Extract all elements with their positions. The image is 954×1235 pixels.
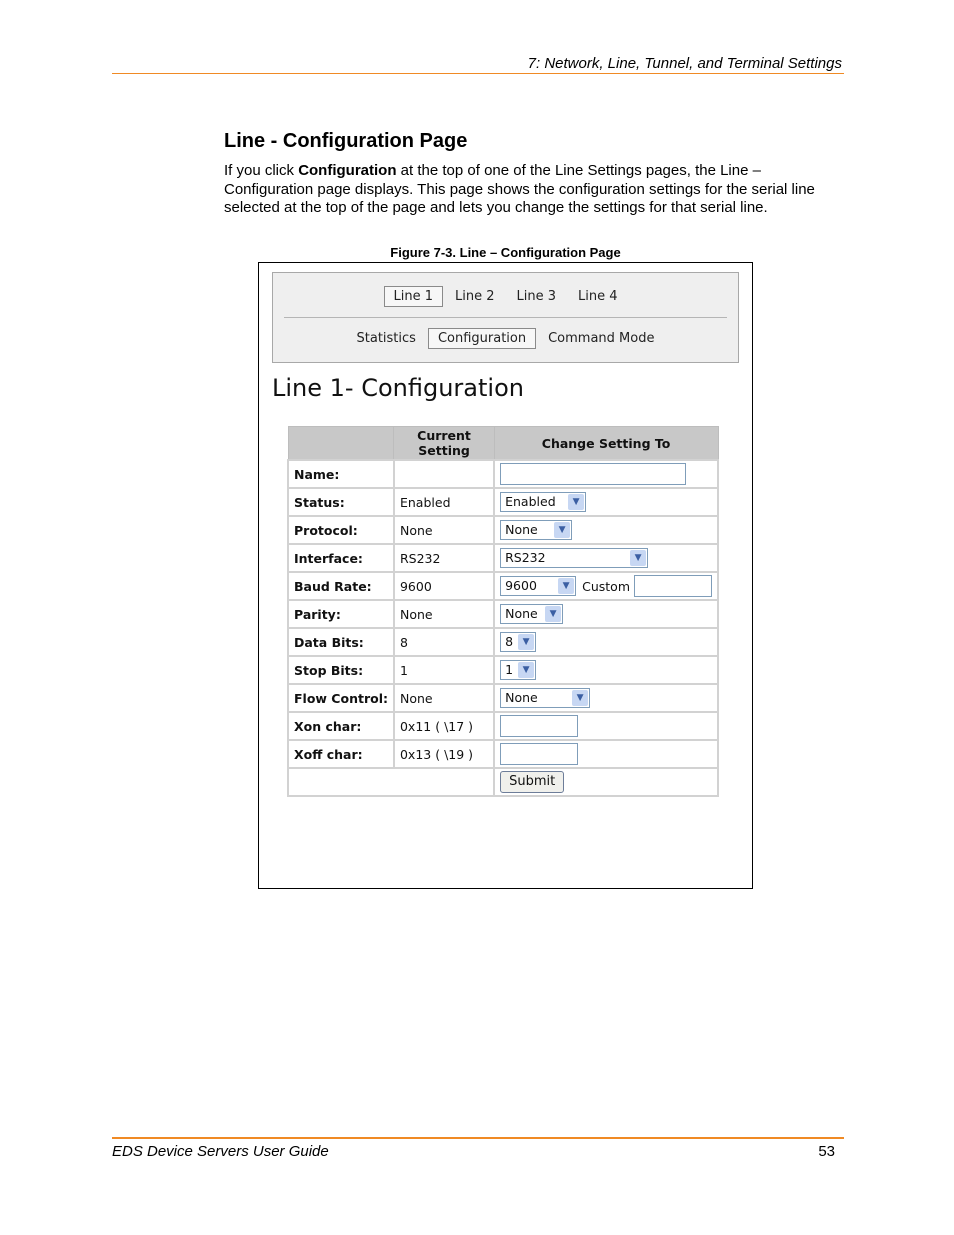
para-bold: Configuration (298, 162, 397, 179)
tab-line-1[interactable]: Line 1 (384, 286, 444, 307)
table-row-submit (288, 768, 718, 796)
row-current: 0x13 ( \19 ) (394, 740, 494, 768)
header-current-setting: Current Setting (394, 427, 494, 461)
row-current: None (394, 684, 494, 712)
table-row (288, 712, 718, 740)
submit-cell (494, 768, 718, 796)
table-row (288, 460, 718, 488)
row-label: Data Bits: (288, 628, 394, 656)
footer-rule (112, 1137, 844, 1139)
xoff-char-input[interactable] (500, 743, 578, 765)
row-label: Parity: (288, 600, 394, 628)
parity-select-value: None (505, 606, 538, 621)
row-label: Baud Rate: (288, 572, 394, 600)
table-row (288, 600, 718, 628)
tab-line-2[interactable]: Line 2 (455, 289, 495, 304)
table-row (288, 684, 718, 712)
interface-select[interactable] (500, 548, 648, 568)
tab-line-4[interactable]: Line 4 (578, 289, 618, 304)
baud-rate-select[interactable] (500, 576, 576, 596)
table-row (288, 740, 718, 768)
page-number: 53 (818, 1143, 835, 1160)
chevron-down-icon: ▼ (558, 578, 574, 594)
protocol-select[interactable] (500, 520, 572, 540)
row-change (494, 544, 718, 572)
row-change (494, 684, 718, 712)
table-row (288, 628, 718, 656)
tab-command-mode[interactable]: Command Mode (548, 331, 655, 346)
row-current: Enabled (394, 488, 494, 516)
data-bits-select-value: 8 (505, 634, 514, 649)
protocol-select-value: None (505, 522, 538, 537)
custom-baud-input[interactable] (634, 575, 712, 597)
tab-line-3[interactable]: Line 3 (516, 289, 556, 304)
flow-control-select-value: None (505, 690, 538, 705)
header-blank (288, 427, 394, 461)
table-row (288, 656, 718, 684)
stop-bits-select[interactable] (500, 660, 536, 680)
row-label: Xon char: (288, 712, 394, 740)
row-label: Stop Bits: (288, 656, 394, 684)
row-current: 8 (394, 628, 494, 656)
tab-statistics[interactable]: Statistics (356, 331, 416, 346)
row-change (494, 516, 718, 544)
row-label: Protocol: (288, 516, 394, 544)
table-row (288, 572, 718, 600)
para-post: at the top of one of the Line Settings pages, the Line – Configuration page displays. This page shows the configuration settings for the serial line selected at the top of the page and lets you change the settings for that serial line. (224, 162, 815, 216)
mode-tabs (273, 328, 738, 349)
line-tabs (273, 286, 738, 307)
interface-select-value: RS232 (505, 550, 546, 565)
xon-char-input[interactable] (500, 715, 578, 737)
stop-bits-select-value: 1 (505, 662, 514, 677)
chevron-down-icon: ▼ (572, 690, 588, 706)
flow-control-select[interactable] (500, 688, 590, 708)
chevron-down-icon: ▼ (554, 522, 570, 538)
row-label: Status: (288, 488, 394, 516)
header-rule (112, 73, 844, 74)
row-current: 0x11 ( \17 ) (394, 712, 494, 740)
status-select-value: Enabled (505, 494, 556, 509)
table-row (288, 488, 718, 516)
para-pre: If you click (224, 162, 299, 179)
chevron-down-icon: ▼ (518, 662, 534, 678)
name-input[interactable] (500, 463, 686, 485)
chevron-down-icon: ▼ (545, 606, 561, 622)
row-current: 1 (394, 656, 494, 684)
chevron-down-icon: ▼ (568, 494, 584, 510)
baud-rate-select-value: 9600 (505, 578, 537, 593)
nav-divider (284, 317, 727, 318)
table-row (288, 516, 718, 544)
row-current: None (394, 516, 494, 544)
chevron-down-icon: ▼ (630, 550, 646, 566)
section-paragraph (224, 162, 844, 218)
row-current: RS232 (394, 544, 494, 572)
chevron-down-icon: ▼ (518, 634, 534, 650)
header-change-setting: Change Setting To (494, 427, 718, 461)
row-current: 9600 (394, 572, 494, 600)
row-change (494, 488, 718, 516)
row-label: Xoff char: (288, 740, 394, 768)
figure-caption: Figure 7-3. Line – Configuration Page (390, 245, 621, 260)
submit-row-blank (288, 768, 494, 796)
row-current: None (394, 600, 494, 628)
row-current (394, 460, 494, 488)
row-label: Flow Control: (288, 684, 394, 712)
row-label: Interface: (288, 544, 394, 572)
custom-label: Custom (582, 578, 630, 594)
table-header-row (288, 427, 718, 461)
table-row (288, 544, 718, 572)
submit-button[interactable]: Submit (500, 771, 564, 793)
parity-select[interactable] (500, 604, 563, 624)
section-title: Line - Configuration Page (224, 130, 468, 152)
row-change (494, 712, 718, 740)
header-chapter: 7: Network, Line, Tunnel, and Terminal Settings (527, 55, 842, 72)
row-change (494, 572, 718, 600)
figure-screenshot (258, 262, 753, 889)
row-change (494, 740, 718, 768)
row-change (494, 656, 718, 684)
row-change (494, 628, 718, 656)
page-heading: Line 1- Configuration (272, 374, 524, 402)
row-change (494, 460, 718, 488)
footer-title: EDS Device Servers User Guide (112, 1143, 329, 1160)
config-table (287, 426, 719, 797)
data-bits-select[interactable] (500, 632, 536, 652)
tab-configuration[interactable]: Configuration (428, 328, 536, 349)
row-change (494, 600, 718, 628)
row-label: Name: (288, 460, 394, 488)
status-select[interactable] (500, 492, 586, 512)
line-nav-box (272, 272, 739, 363)
